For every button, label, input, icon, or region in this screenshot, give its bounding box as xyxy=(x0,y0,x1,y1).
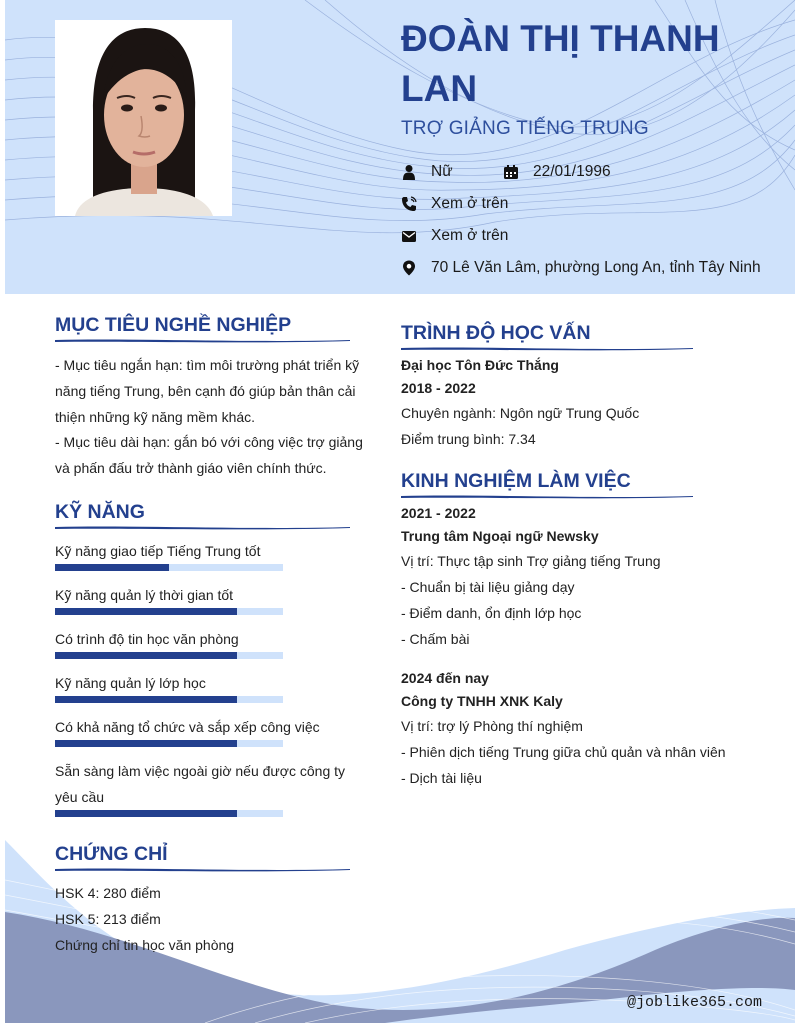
skill-level-fill xyxy=(55,608,237,615)
skill-level-bar xyxy=(55,564,283,571)
gender-value: Nữ xyxy=(431,163,453,180)
job-company: Trung tâm Ngoại ngữ Newsky xyxy=(401,528,599,544)
education-title: TRÌNH ĐỘ HỌC VẤN xyxy=(401,322,591,344)
skill-label: Kỹ năng quản lý lớp học xyxy=(55,675,206,691)
gender-row xyxy=(401,163,453,181)
location-pin-icon xyxy=(401,260,417,276)
job-title: TRỢ GIẢNG TIẾNG TRUNG xyxy=(401,118,649,139)
skill-level-fill xyxy=(55,696,237,703)
job-company: Công ty TNHH XNK Kaly xyxy=(401,693,563,709)
objective-short-term: - Mục tiêu ngắn hạn: tìm môi trường phát triển kỹ năng tiếng Trung, bên cạnh đó giúp bản thân cải thiện những kỹ năng mềm khác. xyxy=(55,357,360,425)
skill-level-bar xyxy=(55,652,283,659)
phone-value: Xem ở trên xyxy=(431,195,509,212)
envelope-icon xyxy=(401,228,417,244)
certificate-item: Chứng chỉ tin học văn phòng xyxy=(55,937,235,953)
job-duty: - Dịch tài liệu xyxy=(401,770,482,786)
skill-label: Sẵn sàng làm việc ngoài giờ nếu được công ty yêu cầu xyxy=(55,763,346,805)
objective-long-term: - Mục tiêu dài hạn: gắn bó với công việc trợ giảng và phấn đấu trở thành giáo viên chính thức. xyxy=(55,434,363,476)
education-years: 2018 - 2022 xyxy=(401,380,476,396)
skill-level-bar xyxy=(55,740,283,747)
skills-title-underline xyxy=(55,524,350,530)
education-major: Chuyên ngành: Ngôn ngữ Trung Quốc xyxy=(401,405,640,421)
skill-level-fill xyxy=(55,740,237,747)
skill-level-fill xyxy=(55,810,237,817)
person-icon xyxy=(401,164,417,180)
objective-title-underline xyxy=(55,337,350,343)
skill-label: Kỹ năng quản lý thời gian tốt xyxy=(55,587,234,603)
education-title-underline xyxy=(401,345,693,351)
certificates-title: CHỨNG CHỈ xyxy=(55,843,168,865)
objective-title: MỤC TIÊU NGHỀ NGHIỆP xyxy=(55,314,292,336)
portrait-illustration xyxy=(55,20,232,216)
candidate-name: ĐOÀN THỊ THANH LAN xyxy=(401,18,720,109)
address-value: 70 Lê Văn Lâm, phường Long An, tỉnh Tây Ninh xyxy=(431,259,761,276)
certificate-item: HSK 4: 280 điểm xyxy=(55,885,161,901)
job-duty: - Chuẩn bị tài liệu giảng dạy xyxy=(401,579,575,595)
phone-icon xyxy=(401,196,417,212)
footer-watermark: @joblike365.com xyxy=(627,994,763,1011)
job-duty: - Điểm danh, ổn định lớp học xyxy=(401,605,582,621)
address-row xyxy=(401,259,761,277)
email-value: Xem ở trên xyxy=(431,227,509,244)
birthdate-row xyxy=(503,163,611,181)
skill-level-bar xyxy=(55,810,283,817)
job-period: 2021 - 2022 xyxy=(401,505,476,521)
calendar-icon xyxy=(503,164,519,180)
certificates-title-underline xyxy=(55,866,350,872)
experience-title: KINH NGHIỆM LÀM VIỆC xyxy=(401,470,631,492)
skill-level-fill xyxy=(55,652,237,659)
profile-photo xyxy=(55,20,232,216)
skills-title: KỸ NĂNG xyxy=(55,501,145,523)
experience-title-underline xyxy=(401,493,693,499)
skill-level-fill xyxy=(55,564,169,571)
skill-label: Có khả năng tổ chức và sắp xếp công việc xyxy=(55,719,320,735)
job-position: Vị trí: Thực tập sinh Trợ giảng tiếng Trung xyxy=(401,553,661,569)
birthdate-value: 22/01/1996 xyxy=(533,163,611,180)
job-duty: - Chấm bài xyxy=(401,631,470,647)
education-school: Đại học Tôn Đức Thắng xyxy=(401,357,559,373)
job-period: 2024 đến nay xyxy=(401,670,489,686)
certificate-item: HSK 5: 213 điểm xyxy=(55,911,161,927)
skill-label: Có trình độ tin học văn phòng xyxy=(55,631,239,647)
email-row xyxy=(401,227,508,245)
skill-label: Kỹ năng giao tiếp Tiếng Trung tốt xyxy=(55,543,261,559)
skill-level-bar xyxy=(55,608,283,615)
phone-row xyxy=(401,195,508,213)
cv-page xyxy=(5,0,795,1023)
education-gpa: Điểm trung bình: 7.34 xyxy=(401,431,536,447)
job-duty: - Phiên dịch tiếng Trung giữa chủ quản và nhân viên xyxy=(401,744,726,760)
job-position: Vị trí: trợ lý Phòng thí nghiệm xyxy=(401,718,583,734)
skill-level-bar xyxy=(55,696,283,703)
